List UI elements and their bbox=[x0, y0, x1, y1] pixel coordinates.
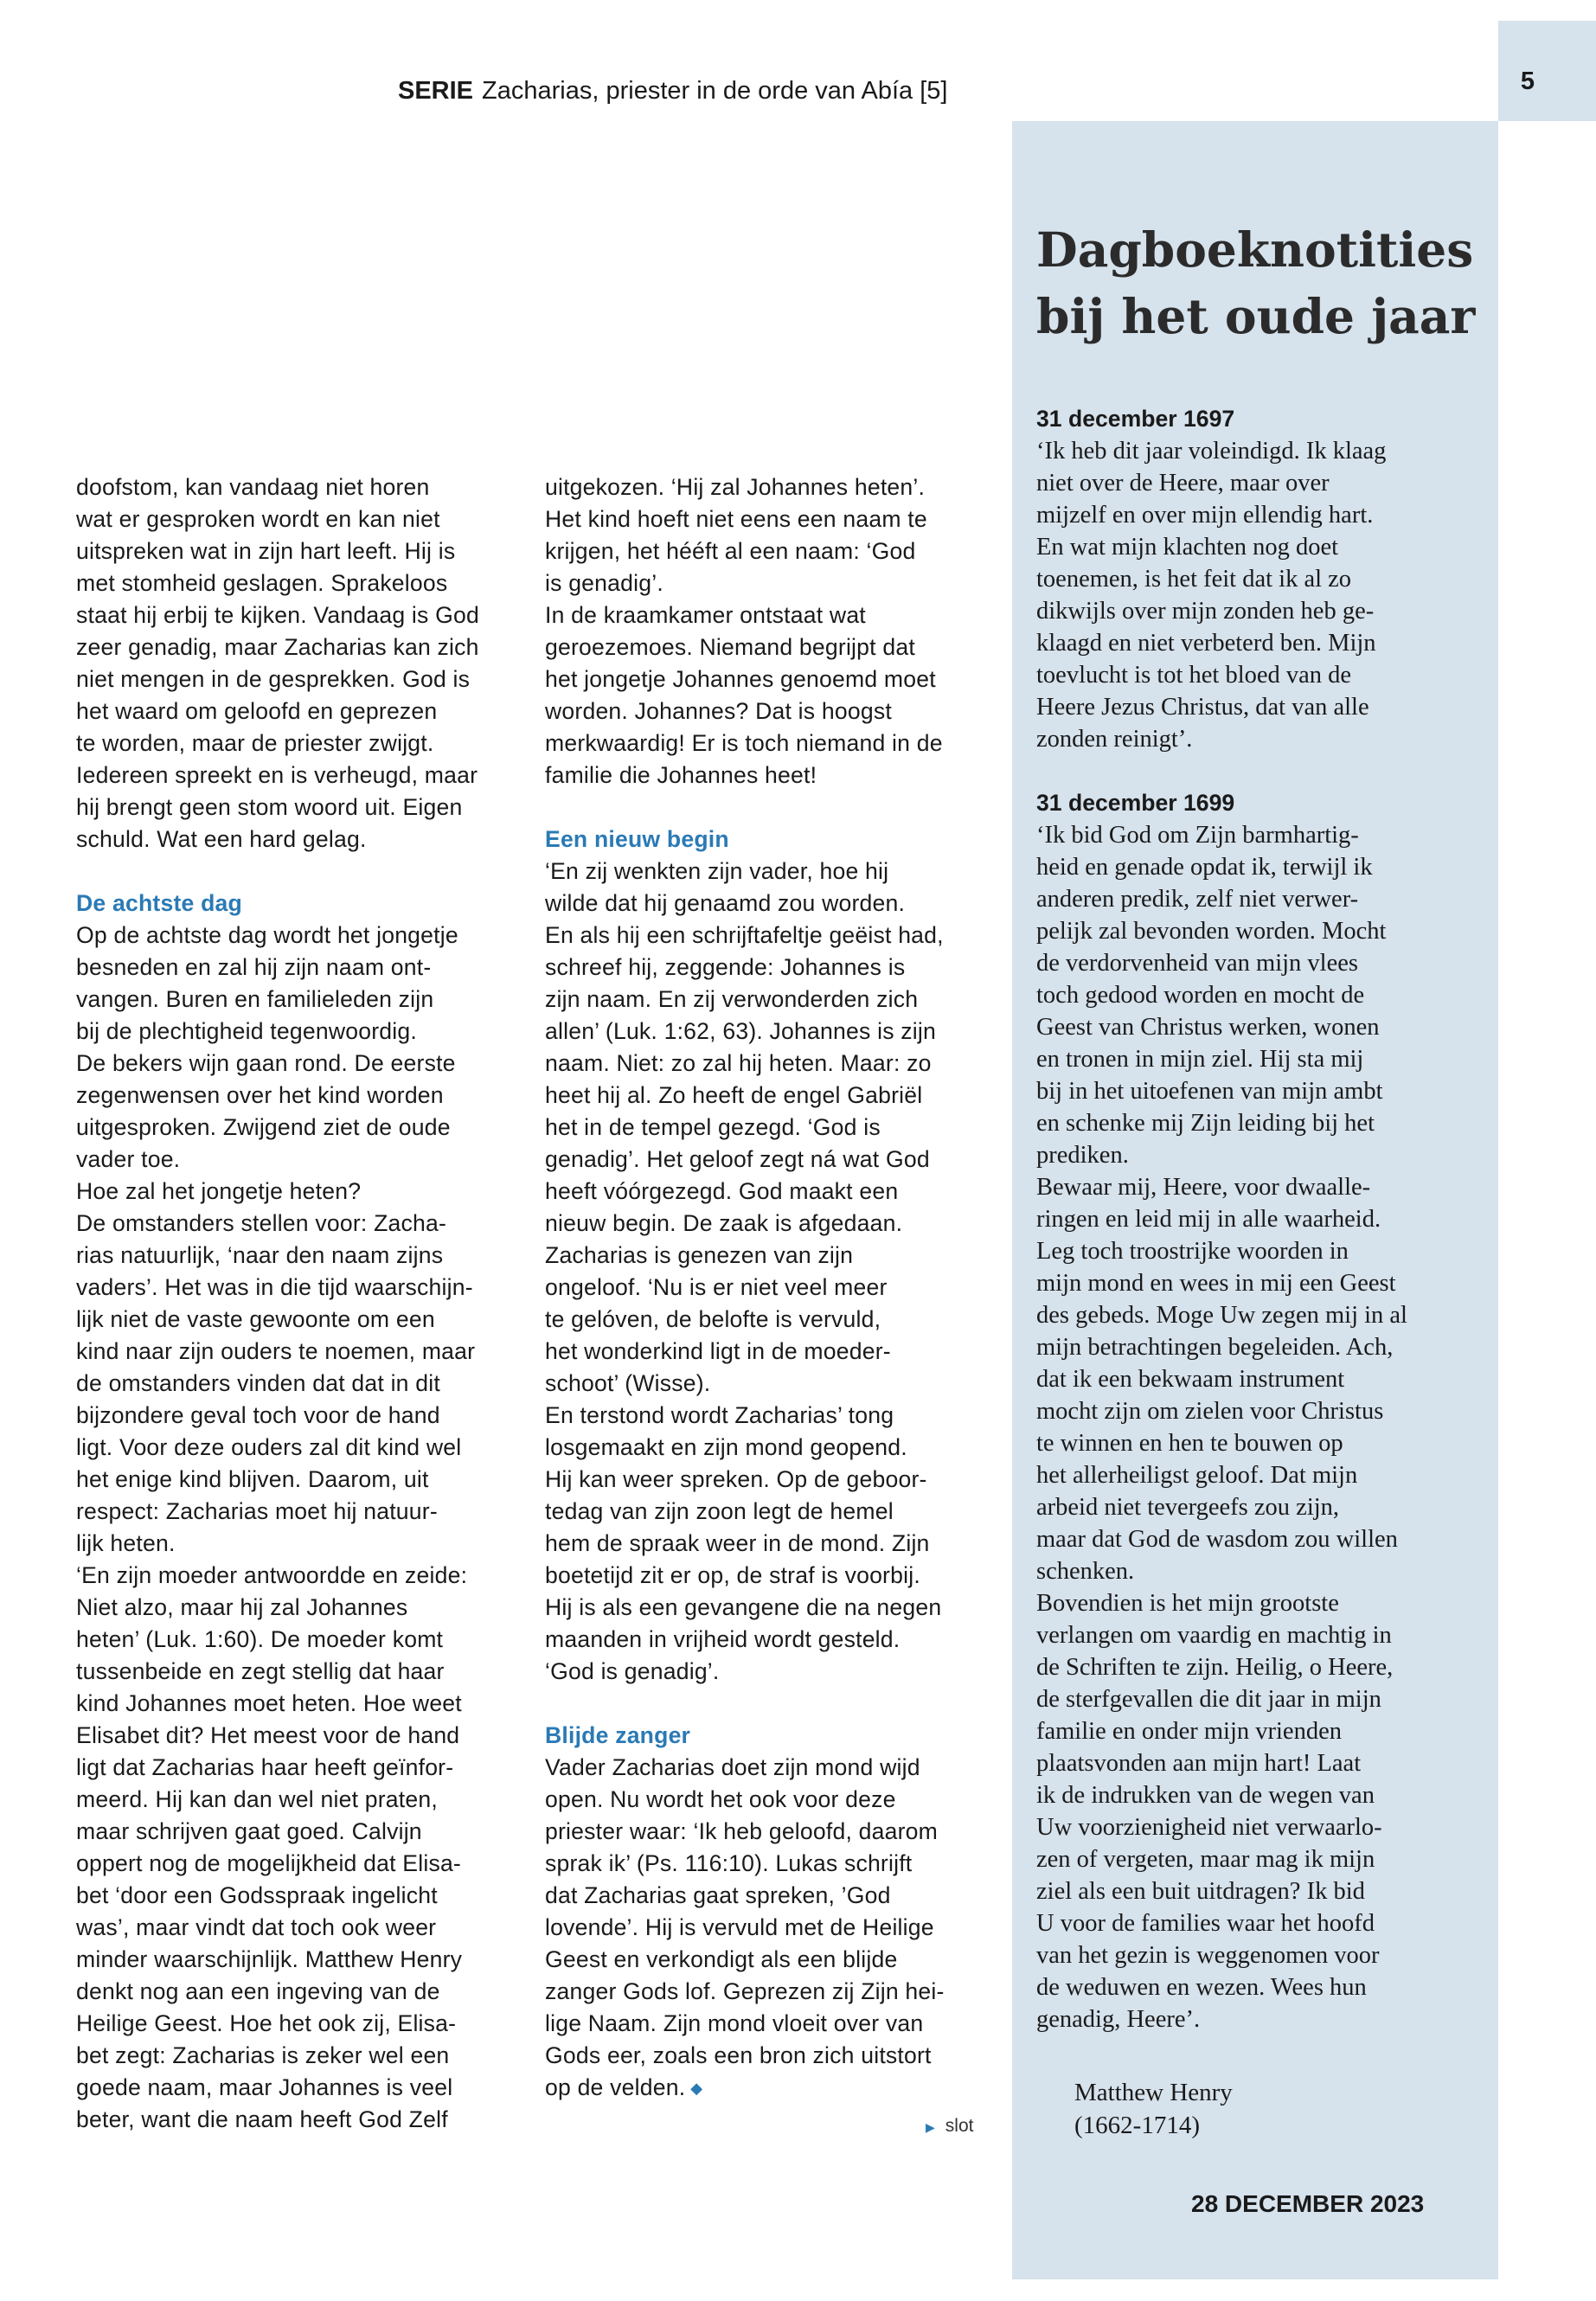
text-line: Geest en verkondigt als een blijde bbox=[545, 1946, 898, 1972]
text-line: genadig’. Het geloof zegt ná wat God bbox=[545, 1146, 930, 1172]
issue-date: 28 DECEMBER 2023 bbox=[1191, 2190, 1425, 2217]
paragraph-intro bbox=[76, 471, 517, 856]
text-line: is genadig’. bbox=[545, 570, 663, 596]
text-line: Elisabet dit? Het meest voor de hand bbox=[76, 1722, 460, 1748]
entry-date-1697: 31 december 1697 bbox=[1036, 406, 1235, 432]
text-line: ziel als een buit uitdragen? Ik bid bbox=[1036, 1878, 1365, 1905]
text-line: mijn mond en wees in mij een Geest bbox=[1036, 1270, 1396, 1297]
text-line: boetetijd zit er op, de straf is voorbij. bbox=[545, 1562, 920, 1588]
end-diamond-icon: ◆ bbox=[690, 2080, 703, 2097]
text-line: verlangen om vaardig en machtig in bbox=[1036, 1622, 1392, 1649]
entry-text-1699 bbox=[1036, 819, 1477, 2035]
text-line: ligt dat Zacharias haar heeft geïnfor- bbox=[76, 1754, 454, 1780]
text-line: Heere Jezus Christus, dat van alle bbox=[1036, 694, 1369, 721]
text-line: vaders’. Het was in die tijd waarschijn- bbox=[76, 1274, 473, 1300]
text-line: Bovendien is het mijn grootste bbox=[1036, 1590, 1339, 1617]
text-line: heet hij al. Zo heeft de engel Gabriël bbox=[545, 1082, 923, 1108]
text-line: maar dat God de wasdom zou willen bbox=[1036, 1526, 1398, 1553]
text-line: maanden in vrijheid wordt gesteld. bbox=[545, 1626, 901, 1652]
triangle-right-icon: ▶ bbox=[926, 2120, 935, 2134]
text-line: ‘En zijn moeder antwoordde en zeide: bbox=[76, 1562, 468, 1588]
text-line: mocht zijn om zielen voor Christus bbox=[1036, 1398, 1384, 1425]
text-line: zegenwensen over het kind worden bbox=[76, 1082, 444, 1108]
text-line: schenken. bbox=[1036, 1558, 1135, 1585]
text-line: Hoe zal het jongetje heten? bbox=[76, 1178, 362, 1204]
text-line: dat Zacharias gaat spreken, ’God bbox=[545, 1882, 891, 1908]
text-line: het jongetje Johannes genoemd moet bbox=[545, 666, 936, 692]
text-line: niet mengen in de gesprekken. God is bbox=[76, 666, 471, 692]
text-line: minder waarschijnlijk. Matthew Henry bbox=[76, 1946, 463, 1972]
text-line: uitgekozen. ‘Hij zal Johannes heten’. bbox=[545, 474, 926, 500]
text-line: vangen. Buren en familieleden zijn bbox=[76, 986, 434, 1012]
text-line: open. Nu wordt het ook voor deze bbox=[545, 1786, 896, 1812]
text-line: De bekers wijn gaan rond. De eerste bbox=[76, 1050, 456, 1076]
paragraph-achtste-dag bbox=[76, 920, 517, 2136]
paragraph-blijde-zanger bbox=[545, 1752, 986, 2072]
text-line: wat er gesproken wordt en kan niet bbox=[76, 506, 440, 532]
text-line: ‘God is genadig’. bbox=[545, 1658, 720, 1684]
slot-label: slot bbox=[945, 2116, 974, 2136]
text-line: zonden reinigt’. bbox=[1036, 726, 1193, 753]
paragraph-uitgekozen bbox=[545, 471, 986, 792]
text-line: Zacharias is genezen van zijn bbox=[545, 1242, 854, 1268]
text-line: de Schriften te zijn. Heilig, o Heere, bbox=[1036, 1654, 1394, 1681]
text-line: Het kind hoeft niet eens een naam te bbox=[545, 506, 927, 532]
text-line: dat ik een bekwaam instrument bbox=[1036, 1366, 1345, 1393]
text-line: des gebeds. Moge Uw zegen mij in al bbox=[1036, 1302, 1407, 1329]
last-line: op de velden. bbox=[545, 2074, 686, 2100]
text-line: Vader Zacharias doet zijn mond wijd bbox=[545, 1754, 920, 1780]
text-line: sprak ik’ (Ps. 116:10). Lukas schrijft bbox=[545, 1850, 913, 1876]
page-number: 5 bbox=[1520, 67, 1535, 95]
text-line: ligt. Voor deze ouders zal dit kind wel bbox=[76, 1434, 462, 1460]
text-line: arbeid niet tevergeefs zou zijn, bbox=[1036, 1494, 1340, 1521]
text-line: Heilige Geest. Hoe het ook zij, Elisa- bbox=[76, 2010, 457, 2036]
text-line: rias natuurlijk, ‘naar den naam zijns bbox=[76, 1242, 444, 1268]
text-line: kind naar zijn ouders te noemen, maar bbox=[76, 1338, 476, 1364]
text-line: ‘Ik bid God om Zijn barmhartig- bbox=[1036, 822, 1359, 849]
text-line: denkt nog aan een ingeving van de bbox=[76, 1978, 440, 2004]
text-line: uitspreken wat in zijn hart leeft. Hij is bbox=[76, 538, 456, 564]
text-line: allen’ (Luk. 1:62, 63). Johannes is zijn bbox=[545, 1018, 936, 1044]
text-line: hem de spraak weer in de mond. Zijn bbox=[545, 1530, 930, 1556]
text-line: hij brengt geen stom woord uit. Eigen bbox=[76, 794, 463, 820]
text-line: niet over de Heere, maar over bbox=[1036, 470, 1330, 497]
text-line: het in de tempel gezegd. ‘God is bbox=[545, 1114, 881, 1140]
text-line: toenemen, is het feit dat ik al zo bbox=[1036, 566, 1352, 593]
sidebar-title-line-1: Dagboeknotities bbox=[1036, 221, 1474, 278]
text-line: mijn betrachtingen begeleiden. Ach, bbox=[1036, 1334, 1394, 1361]
text-line: zen of vergeten, maar mag ik mijn bbox=[1036, 1846, 1375, 1873]
text-line: uitgesproken. Zwijgend ziet de oude bbox=[76, 1114, 451, 1140]
series-label: SERIE bbox=[398, 77, 474, 105]
text-line: klaagd en niet verbeterd ben. Mijn bbox=[1036, 630, 1376, 657]
text-line: zijn naam. En zij verwonderden zich bbox=[545, 986, 919, 1012]
text-line: de omstanders vinden dat dat in dit bbox=[76, 1370, 440, 1396]
text-line: krijgen, het hééft al een naam: ‘God bbox=[545, 538, 916, 564]
text-line: lijk heten. bbox=[76, 1530, 176, 1556]
text-line: wilde dat hij genaamd zou worden. bbox=[545, 890, 906, 916]
text-line: anderen predik, zelf niet verwer- bbox=[1036, 886, 1359, 913]
author-years: (1662-1714) bbox=[1074, 2112, 1200, 2139]
text-line: priester waar: ‘Ik heb geloofd, daarom bbox=[545, 1818, 939, 1844]
text-line: ‘Ik heb dit jaar voleindigd. Ik klaag bbox=[1036, 438, 1387, 465]
text-line: het waard om geloofd en geprezen bbox=[76, 698, 438, 724]
text-line: naam. Niet: zo zal hij heten. Maar: zo bbox=[545, 1050, 932, 1076]
text-line: het enige kind blijven. Daarom, uit bbox=[76, 1466, 429, 1492]
text-line: geroezemoes. Niemand begrijpt dat bbox=[545, 634, 915, 660]
text-line: schoot’ (Wisse). bbox=[545, 1370, 711, 1396]
text-line: schuld. Wat een hard gelag. bbox=[76, 826, 367, 852]
article-column-1 bbox=[76, 471, 517, 2136]
text-line: losgemaakt en zijn mond geopend. bbox=[545, 1434, 907, 1460]
text-line: worden. Johannes? Dat is hoogst bbox=[545, 698, 892, 724]
text-line: bijzondere geval toch voor de hand bbox=[76, 1402, 440, 1428]
text-line: Hij is als een gevangene die na negen bbox=[545, 1594, 942, 1620]
text-line: Geest van Christus werken, wonen bbox=[1036, 1014, 1380, 1041]
text-line: ‘En zij wenkten zijn vader, hoe hij bbox=[545, 858, 889, 884]
text-line: en schenke mij Zijn leiding bij het bbox=[1036, 1110, 1375, 1137]
article-column-2 bbox=[545, 471, 986, 2105]
text-line: respect: Zacharias moet hij natuur- bbox=[76, 1498, 438, 1524]
text-line: En terstond wordt Zacharias’ tong bbox=[545, 1402, 894, 1428]
text-line: kind Johannes moet heten. Hoe weet bbox=[76, 1690, 462, 1716]
text-line: te worden, maar de priester zwijgt. bbox=[76, 730, 434, 756]
text-line: nieuw begin. De zaak is afgedaan. bbox=[545, 1210, 903, 1236]
text-line: de weduwen en wezen. Wees hun bbox=[1036, 1974, 1367, 2001]
text-line: prediken. bbox=[1036, 1142, 1129, 1169]
text-line: plaatsvonden aan mijn hart! Laat bbox=[1036, 1750, 1362, 1777]
text-line: U voor de families waar het hoofd bbox=[1036, 1910, 1375, 1937]
text-line: Op de achtste dag wordt het jongetje bbox=[76, 922, 458, 948]
series-title: Zacharias, priester in de orde van Abía [5] bbox=[482, 77, 948, 105]
continued-marker bbox=[926, 2116, 973, 2137]
text-line: ongeloof. ‘Nu is er niet veel meer bbox=[545, 1274, 888, 1300]
text-line: Hij kan weer spreken. Op de geboor- bbox=[545, 1466, 927, 1492]
text-line: De omstanders stellen voor: Zacha- bbox=[76, 1210, 447, 1236]
text-line: lige Naam. Zijn mond vloeit over van bbox=[545, 2010, 924, 2036]
text-line: En als hij een schrijftafeltje geëist had, bbox=[545, 922, 944, 948]
text-line: tussenbeide en zegt stellig dat haar bbox=[76, 1658, 445, 1684]
text-line: doofstom, kan vandaag niet horen bbox=[76, 474, 430, 500]
section-heading-achtste-dag: De achtste dag bbox=[76, 890, 242, 916]
text-line: oppert nog de mogelijkheid dat Elisa- bbox=[76, 1850, 461, 1876]
text-line: toevlucht is tot het bloed van de bbox=[1036, 662, 1352, 689]
text-line: tedag van zijn zoon legt de hemel bbox=[545, 1498, 894, 1524]
section-heading-blijde-zanger: Blijde zanger bbox=[545, 1722, 691, 1748]
text-line: beter, want die naam heeft God Zelf bbox=[76, 2106, 448, 2132]
text-line: lovende’. Hij is vervuld met de Heilige bbox=[545, 1914, 934, 1940]
text-line: heeft vóórgezegd. God maakt een bbox=[545, 1178, 899, 1204]
text-line: goede naam, maar Johannes is veel bbox=[76, 2074, 453, 2100]
text-line: toch gedood worden en mocht de bbox=[1036, 982, 1365, 1009]
text-line: met stomheid geslagen. Sprakeloos bbox=[76, 570, 448, 596]
text-line: en tronen in mijn ziel. Hij sta mij bbox=[1036, 1046, 1364, 1073]
paragraph-end bbox=[545, 2072, 986, 2105]
text-line: bij de plechtigheid tegenwoordig. bbox=[76, 1018, 417, 1044]
text-line: Gods eer, zoals een bron zich uitstort bbox=[545, 2042, 932, 2068]
text-line: heten’ (Luk. 1:60). De moeder komt bbox=[76, 1626, 444, 1652]
text-line: het allerheiligst geloof. Dat mijn bbox=[1036, 1462, 1358, 1489]
text-line: de sterfgevallen die dit jaar in mijn bbox=[1036, 1686, 1381, 1713]
text-line: familie die Johannes heet! bbox=[545, 762, 817, 788]
text-line: heid en genade opdat ik, terwijl ik bbox=[1036, 854, 1373, 881]
text-line: staat hij erbij te kijken. Vandaag is God bbox=[76, 602, 479, 628]
text-line: vader toe. bbox=[76, 1146, 181, 1172]
text-line: de verdorvenheid van mijn vlees bbox=[1036, 950, 1358, 977]
text-line: te gelóven, de belofte is vervuld, bbox=[545, 1306, 881, 1332]
sidebar-body bbox=[1036, 403, 1477, 2035]
text-line: maar schrijven gaat goed. Calvijn bbox=[76, 1818, 422, 1844]
text-line: zanger Gods lof. Geprezen zij Zijn hei- bbox=[545, 1978, 945, 2004]
text-line: Leg toch troostrijke woorden in bbox=[1036, 1238, 1349, 1265]
text-line: lijk niet de vaste gewoonte om een bbox=[76, 1306, 435, 1332]
sidebar-title-line-2: bij het oude jaar bbox=[1036, 288, 1476, 344]
entry-text-1697 bbox=[1036, 435, 1477, 755]
author-signature bbox=[1074, 2076, 1233, 2142]
author-name: Matthew Henry bbox=[1074, 2079, 1233, 2106]
series-header bbox=[398, 76, 947, 106]
text-line: zeer genadig, maar Zacharias kan zich bbox=[76, 634, 479, 660]
text-line: In de kraamkamer ontstaat wat bbox=[545, 602, 866, 628]
text-line: familie en onder mijn vrienden bbox=[1036, 1718, 1342, 1745]
text-line: mijzelf en over mijn ellendig hart. bbox=[1036, 502, 1374, 529]
text-line: schreef hij, zeggende: Johannes is bbox=[545, 954, 906, 980]
text-line: dikwijls over mijn zonden heb ge- bbox=[1036, 598, 1375, 625]
paragraph-nieuw-begin bbox=[545, 856, 986, 1688]
text-line: bij in het uitoefenen van mijn ambt bbox=[1036, 1078, 1383, 1105]
text-line: besneden en zal hij zijn naam ont- bbox=[76, 954, 432, 980]
text-line: bet zegt: Zacharias is zeker wel een bbox=[76, 2042, 450, 2068]
text-line: genadig, Heere’. bbox=[1036, 2006, 1201, 2033]
text-line: Niet alzo, maar hij zal Johannes bbox=[76, 1594, 408, 1620]
text-line: Bewaar mij, Heere, voor dwaalle- bbox=[1036, 1174, 1371, 1201]
entry-date-1699: 31 december 1699 bbox=[1036, 790, 1235, 816]
sidebar-title bbox=[1036, 216, 1486, 349]
text-line: En wat mijn klachten nog doet bbox=[1036, 534, 1339, 561]
text-line: ik de indrukken van de wegen van bbox=[1036, 1782, 1375, 1809]
text-line: het wonderkind ligt in de moeder- bbox=[545, 1338, 891, 1364]
text-line: ringen en leid mij in alle waarheid. bbox=[1036, 1206, 1381, 1233]
text-line: van het gezin is weggenomen voor bbox=[1036, 1942, 1380, 1969]
section-heading-nieuw-begin: Een nieuw begin bbox=[545, 826, 729, 852]
text-line: was’, maar vindt dat toch ook weer bbox=[76, 1914, 437, 1940]
text-line: Iedereen spreekt en is verheugd, maar bbox=[76, 762, 478, 788]
text-line: Uw voorzienigheid niet verwaarlo- bbox=[1036, 1814, 1382, 1841]
text-line: te winnen en hen te bouwen op bbox=[1036, 1430, 1343, 1457]
text-line: bet ‘door een Godsspraak ingelicht bbox=[76, 1882, 438, 1908]
text-line: merkwaardig! Er is toch niemand in de bbox=[545, 730, 943, 756]
text-line: meerd. Hij kan dan wel niet praten, bbox=[76, 1786, 438, 1812]
text-line: pelijk zal bevonden worden. Mocht bbox=[1036, 918, 1387, 945]
